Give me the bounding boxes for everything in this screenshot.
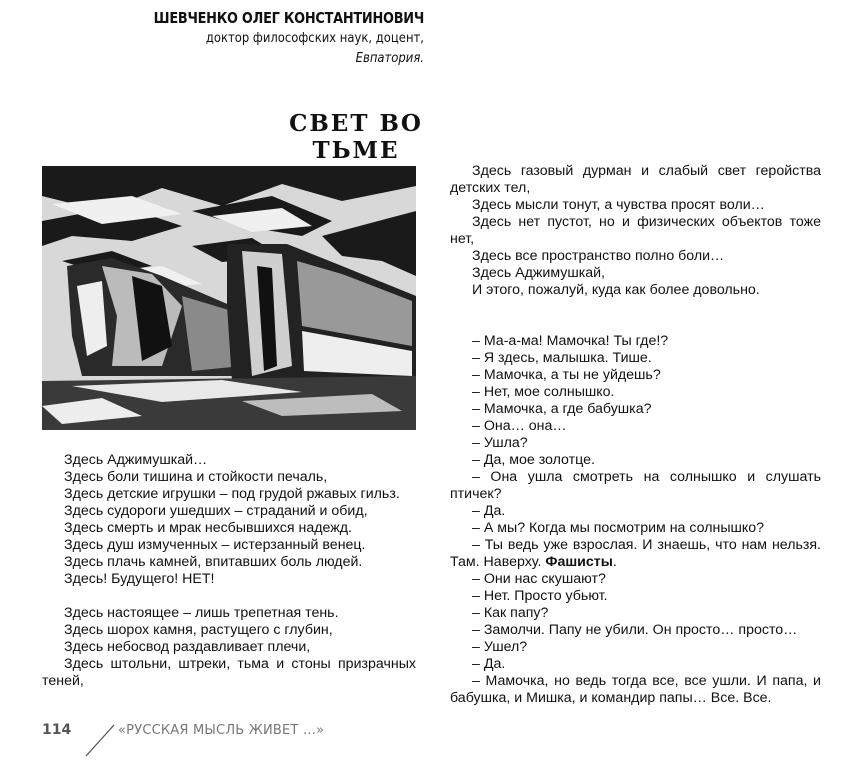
text-line: Здесь смерть и мрак несбывшихся надежд. <box>64 520 352 536</box>
text-line: Здесь нет пустот, но и физических объектов тоже нет, <box>450 214 821 247</box>
text-line: – Ушел? <box>472 639 528 655</box>
text-line: – Да, мое золотце. <box>472 452 595 468</box>
text-line: – А мы? Когда мы посмотрим на солнышко? <box>472 520 765 536</box>
text-line: И этого, пожалуй, куда как более довольно. <box>472 282 760 298</box>
text-line: – Да. <box>472 656 506 672</box>
stanza-gap <box>42 588 416 605</box>
stanza-gap <box>450 299 821 333</box>
article-title: СВЕТ ВО ТЬМЕ <box>289 110 423 164</box>
right-column <box>450 163 821 707</box>
text-line: – Она ушла смотреть на солнышко и слушать птичек? <box>450 469 821 502</box>
text-line: – Мамочка, а где бабушка? <box>472 401 652 417</box>
monument-engraving-image <box>42 166 416 430</box>
author-degree: доктор философских наук, доцент, <box>205 30 424 46</box>
text-line: Здесь боли тишина и стойкости печаль, <box>64 469 328 485</box>
text-line: Здесь детские игрушки – под грудой ржавых гильз. <box>64 486 400 502</box>
text-line: Здесь Аджимушкай, <box>472 265 605 281</box>
text-line: – Ма-а-ма! Мамочка! Ты где!? <box>472 333 669 349</box>
dialogue-part-2 <box>450 571 821 707</box>
text-line: – Ушла? <box>472 435 528 451</box>
running-title: «РУССКАЯ МЫСЛЬ ЖИВЕТ …» <box>118 723 325 738</box>
dialogue-text: . <box>612 554 617 570</box>
poem-stanza-3 <box>450 163 821 299</box>
footer-slash-divider <box>84 722 118 758</box>
bold-word: Фашисты <box>545 554 613 570</box>
poem-stanza-1 <box>42 452 416 588</box>
text-line: Здесь все пространство полно боли… <box>472 248 725 264</box>
dialogue-line <box>450 537 821 571</box>
text-line: Здесь судороги ушедших – страданий и обид, <box>64 503 368 519</box>
text-line: Здесь небосвод раздавливает плечи, <box>64 639 311 655</box>
author-block <box>24 8 424 68</box>
left-column <box>42 452 416 690</box>
author-name: ШЕВЧЕНКО ОЛЕГ КОНСТАНТИНОВИЧ <box>153 9 424 27</box>
text-line: Здесь душ измученных – истерзанный венец. <box>64 537 366 553</box>
text-line: Здесь газовый дурман и слабый свет геройства детских тел, <box>450 163 821 196</box>
text-line: Здесь! Будущего! НЕТ! <box>64 571 215 587</box>
poem-stanza-2 <box>42 605 416 690</box>
text-line: – Нет, мое солнышко. <box>472 384 615 400</box>
text-line: – Да. <box>472 503 506 519</box>
page-number: 114 <box>42 722 72 738</box>
text-line: Здесь шорох камня, растущего с глубин, <box>64 622 333 638</box>
text-line: – Они нас скушают? <box>472 571 606 587</box>
text-line: Здесь мысли тонут, а чувства просят воли… <box>472 197 765 213</box>
text-line: – Мамочка, а ты не уйдешь? <box>472 367 661 383</box>
dialogue-text: – Ты ведь уже взрослая. И знаешь, что нам нельзя. Там. Наверху. <box>450 537 821 570</box>
text-line: – Мамочка, но ведь тогда все, все ушли. И папа, и бабушка, и Мишка, и командир папы… Все. Все. <box>450 673 821 706</box>
dialogue-part-1 <box>450 333 821 537</box>
text-line: Здесь настоящее – лишь трепетная тень. <box>64 605 339 621</box>
text-line: Здесь Аджимушкай… <box>64 452 208 468</box>
text-line: – Я здесь, малышка. Тише. <box>472 350 652 366</box>
text-line: – Как папу? <box>472 605 549 621</box>
text-line: – Замолчи. Папу не убили. Он просто… просто… <box>472 622 798 638</box>
text-line: Здесь штольни, штреки, тьма и стоны призрачных теней, <box>42 656 416 689</box>
text-line: Здесь плачь камней, впитавших боль людей. <box>64 554 363 570</box>
text-line: – Она… она… <box>472 418 567 434</box>
author-city: Евпатория. <box>355 50 424 66</box>
text-line: – Нет. Просто убьют. <box>472 588 608 604</box>
